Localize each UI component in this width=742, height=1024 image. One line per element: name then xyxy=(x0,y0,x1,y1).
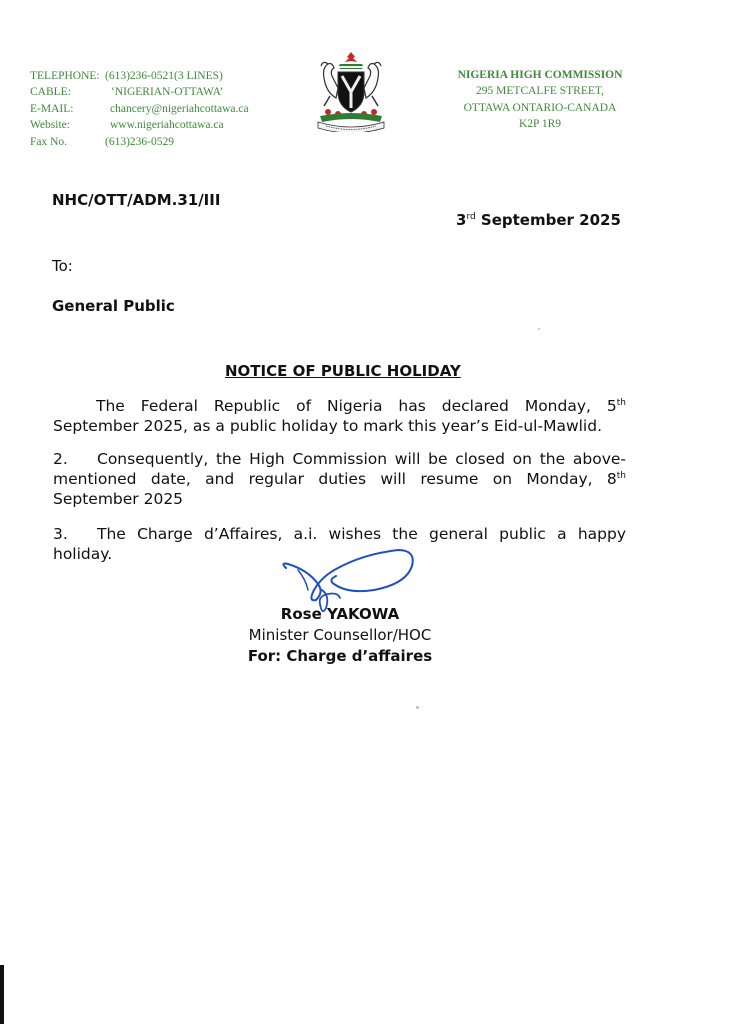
nigeria-coat-of-arms-icon xyxy=(308,48,394,132)
ordinal-suffix: th xyxy=(616,470,626,481)
contact-label: TELEPHONE: xyxy=(30,70,100,82)
contact-label: E-MAIL: xyxy=(30,102,74,115)
contact-value: (613)236-0521(3 LINES) xyxy=(105,70,223,82)
scan-speck xyxy=(538,328,540,330)
address-city: OTTAWA ONTARIO-CANADA xyxy=(463,101,617,114)
paragraph-number: 3. xyxy=(53,525,68,543)
paragraph-1 xyxy=(53,396,626,436)
contact-value: (613)236-0529 xyxy=(105,135,174,148)
contact-label: CABLE: xyxy=(30,86,71,99)
paragraph-number: 2. xyxy=(53,450,68,468)
date-suffix: rd xyxy=(466,212,476,222)
contact-label: Fax No. xyxy=(30,135,68,148)
contact-website xyxy=(30,117,249,133)
signatory-title: Minister Counsellor/HOC xyxy=(248,626,432,644)
contact-telephone xyxy=(30,68,249,84)
contact-label: Website: xyxy=(30,119,70,132)
paragraph-text: September 2025, as a public holiday to mark this year’s Eid-ul-Mawlid. xyxy=(53,417,603,435)
notice-title: NOTICE OF PUBLIC HOLIDAY xyxy=(225,362,461,380)
date-rest: September 2025 xyxy=(475,211,621,229)
to-label: To: xyxy=(52,257,73,275)
signatory-name: Rose YAKOWA xyxy=(280,605,400,623)
contact-value: chancery@nigeriahcottawa.ca xyxy=(110,102,249,115)
letterhead-contacts xyxy=(30,68,249,150)
address-street: 295 METCALFE STREET, xyxy=(476,85,604,98)
paragraph-text: Consequently, the High Commission will be closed on the above-mentioned date, and regular duties will resume on Monday, 8 xyxy=(53,450,626,488)
date-day: 3 xyxy=(456,211,467,229)
contact-email xyxy=(30,101,249,117)
paragraph-text: The Charge d’Affaires, a.i. wishes the general public a happy holiday. xyxy=(53,525,626,563)
paragraph-text: September 2025 xyxy=(53,490,184,508)
scan-speck xyxy=(416,706,419,709)
paragraph-text: The Federal Republic of Nigeria has declared Monday, 5 xyxy=(96,397,617,415)
signatory-block xyxy=(190,604,490,667)
contact-cable xyxy=(30,84,249,100)
letterhead-address xyxy=(430,67,650,133)
contact-value: ‘NIGERIAN-OTTAWA’ xyxy=(111,86,224,99)
organization-name: NIGERIA HIGH COMMISSION xyxy=(457,69,623,81)
addressee: General Public xyxy=(52,297,175,315)
contact-value: www.nigeriahcottawa.ca xyxy=(110,119,224,132)
reference-number: NHC/OTT/ADM.31/III xyxy=(52,191,221,209)
signatory-for-line: For: Charge d’affaires xyxy=(247,647,433,665)
letter-date xyxy=(456,211,621,229)
scan-edge-mark xyxy=(0,965,4,1024)
contact-fax xyxy=(30,134,249,150)
paragraph-2 xyxy=(53,449,626,509)
address-postcode: K2P 1R9 xyxy=(518,118,562,131)
ordinal-suffix: th xyxy=(616,397,626,408)
